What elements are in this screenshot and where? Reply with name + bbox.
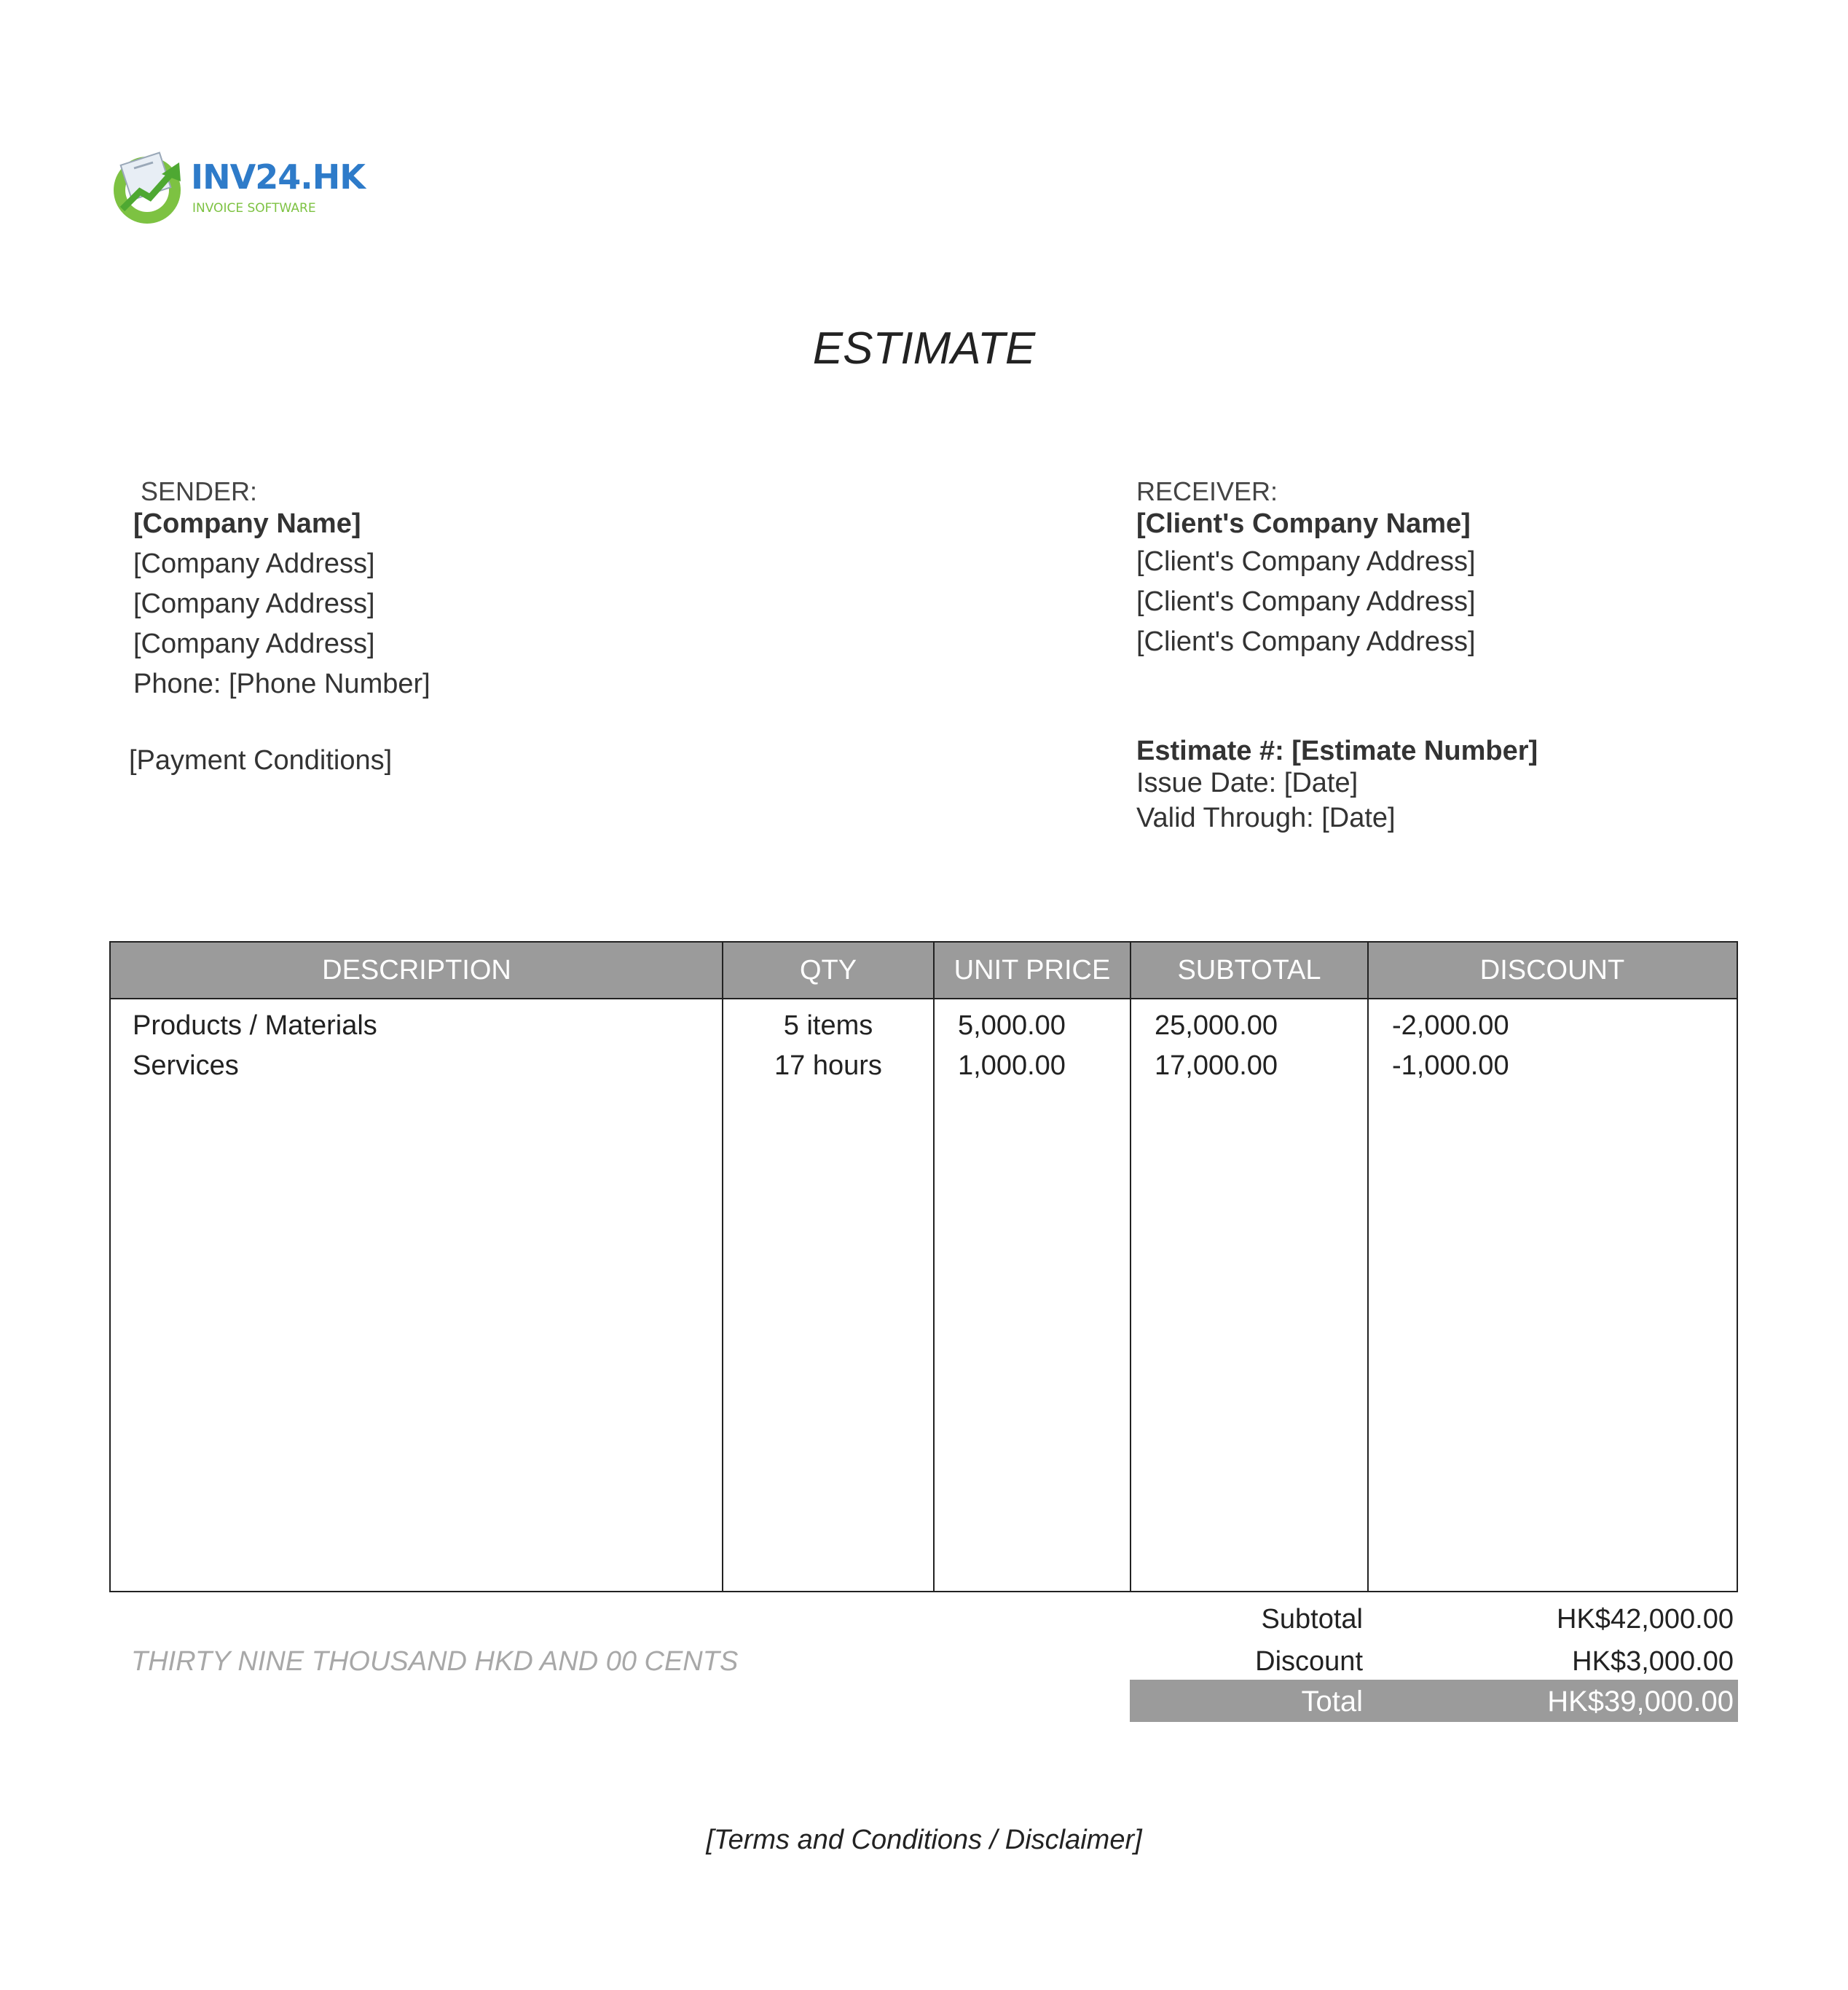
header-description: DESCRIPTION [322,954,511,986]
subtotal-label: Subtotal [1261,1604,1363,1635]
receiver-address-line: [Client's Company Address] [1136,546,1476,577]
amount-in-words: THIRTY NINE THOUSAND HKD AND 00 CENTS [131,1646,739,1677]
discount-label: Discount [1255,1646,1363,1677]
row-qty: 17 hours [774,1050,882,1081]
receiver-company-name: [Client's Company Name] [1136,508,1471,539]
table-header [111,943,1737,999]
sender-phone: Phone: [Phone Number] [133,669,430,699]
row-qty: 5 items [783,1010,873,1041]
sender-address-line: [Company Address] [133,589,375,619]
row-description: Products / Materials [133,1010,377,1041]
row-subtotal: 25,000.00 [1155,1010,1278,1041]
valid-through: Valid Through: [Date] [1136,803,1396,833]
discount-value: HK$3,000.00 [1572,1646,1734,1677]
receiver-address-line: [Client's Company Address] [1136,626,1476,657]
payment-conditions: [Payment Conditions] [129,745,393,776]
row-discount: -1,000.00 [1392,1050,1509,1081]
column-divider [1130,943,1131,1591]
sender-address-line: [Company Address] [133,629,375,659]
header-unit-price: UNIT PRICE [954,954,1111,986]
total-label: Total [1301,1686,1363,1718]
logo-brand: INV24.HK [191,157,365,197]
receiver-heading: RECEIVER: [1136,476,1278,506]
logo-icon [109,149,189,229]
sender-heading: SENDER: [141,476,258,506]
logo-tagline: INVOICE SOFTWARE [192,201,316,216]
row-unit-price: 1,000.00 [958,1050,1066,1081]
row-description: Services [133,1050,239,1081]
terms-disclaimer: [Terms and Conditions / Disclaimer] [706,1825,1142,1855]
row-discount: -2,000.00 [1392,1010,1509,1041]
header-subtotal: SUBTOTAL [1177,954,1321,986]
sender-company-name: [Company Name] [133,508,361,539]
subtotal-value: HK$42,000.00 [1557,1604,1734,1635]
row-subtotal: 17,000.00 [1155,1050,1278,1081]
estimate-number: Estimate #: [Estimate Number] [1136,736,1538,766]
column-divider [933,943,935,1591]
header-qty: QTY [799,954,857,986]
issue-date: Issue Date: [Date] [1136,768,1359,798]
column-divider [1367,943,1369,1591]
header-discount: DISCOUNT [1479,954,1625,986]
items-table [109,941,1738,1592]
receiver-address-line: [Client's Company Address] [1136,586,1476,617]
document-title: ESTIMATE [812,323,1036,374]
column-divider [722,943,723,1591]
row-unit-price: 5,000.00 [958,1010,1066,1041]
sender-address-line: [Company Address] [133,548,375,579]
total-value: HK$39,000.00 [1547,1686,1734,1718]
